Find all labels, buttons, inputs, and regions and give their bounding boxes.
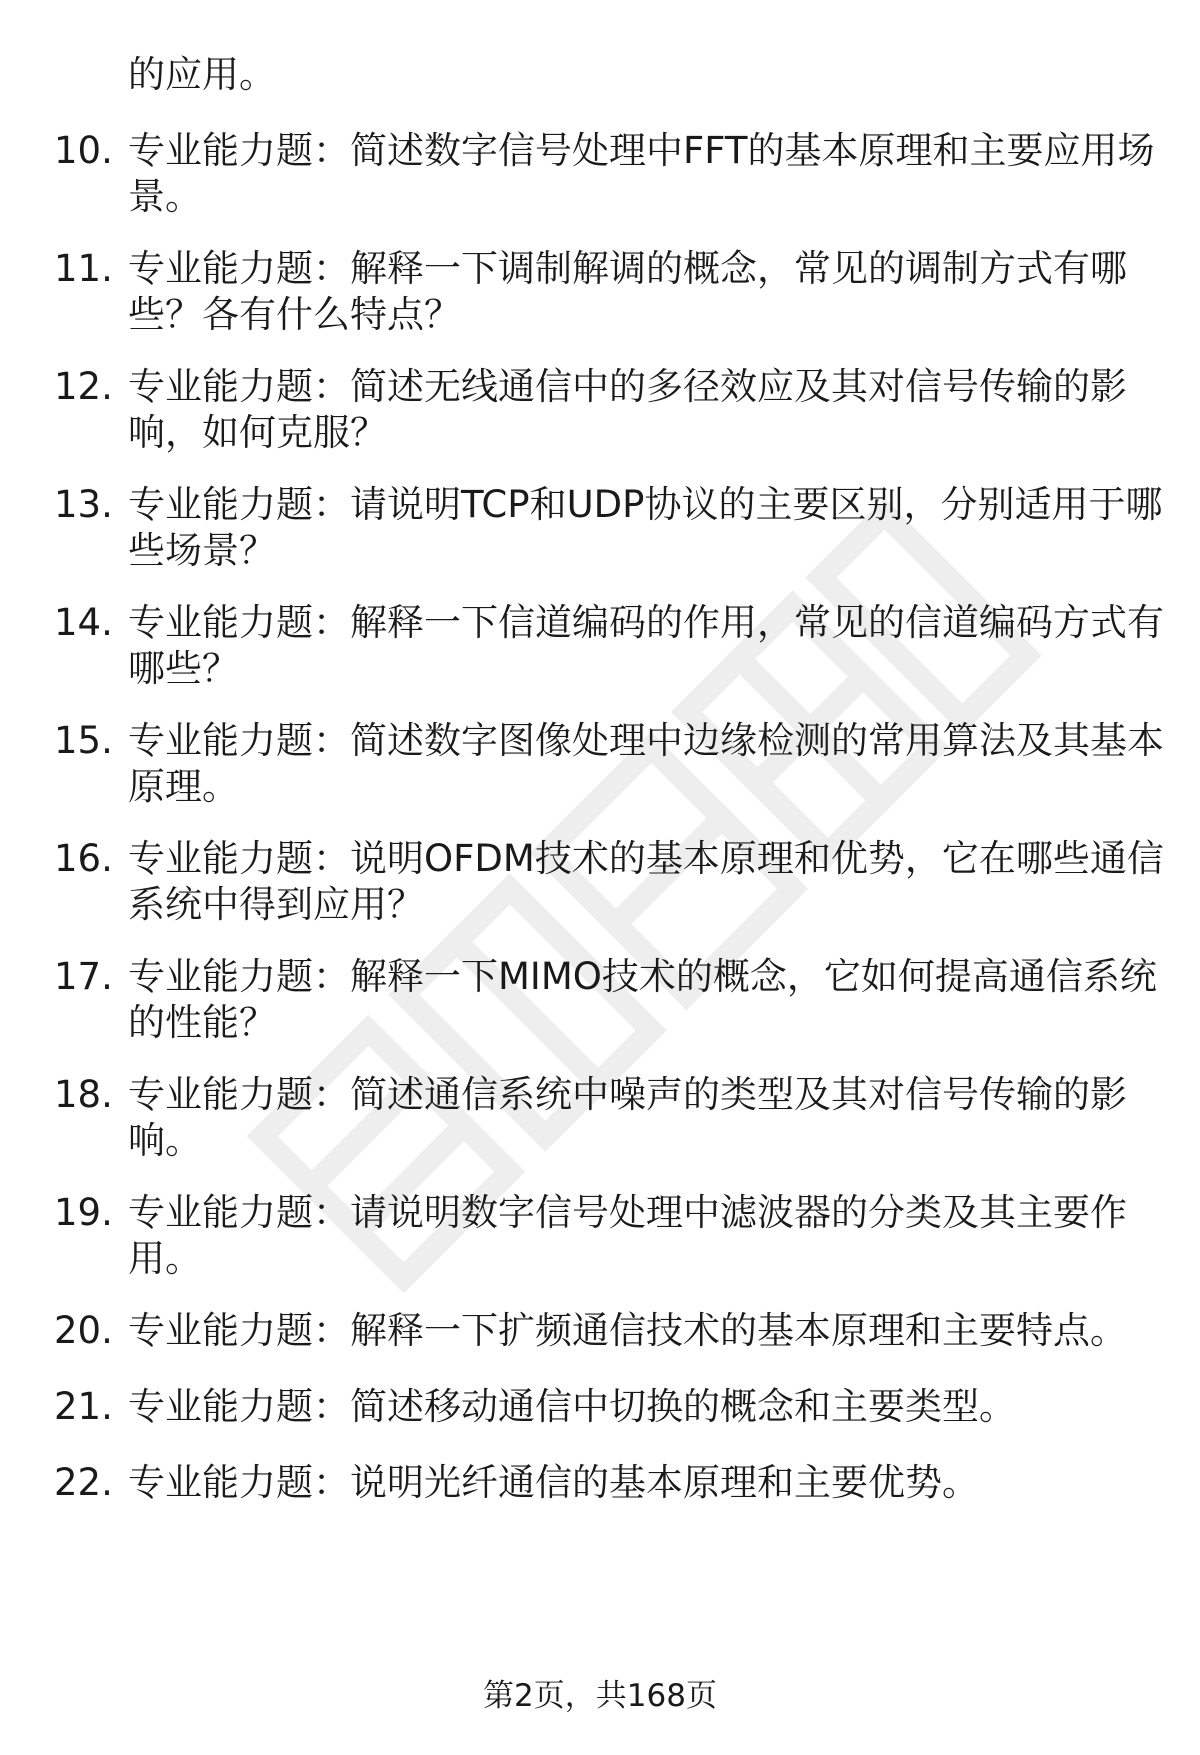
question-text-line: 专业能力题：请说明数字信号处理中滤波器的分类及其主要作 [128, 1191, 1127, 1234]
question-text-line: 专业能力题：解释一下MIMO技术的概念，它如何提高通信系统 [128, 955, 1157, 998]
question-number: 18. [54, 1073, 113, 1116]
question-number: 10. [54, 129, 113, 172]
question-text-line: 的性能？ [128, 1001, 276, 1044]
question-number: 21. [54, 1385, 113, 1428]
question-text-line: 专业能力题：简述移动通信中切换的概念和主要类型。 [128, 1385, 1016, 1428]
question-text-line: 用。 [128, 1237, 202, 1280]
question-number: 17. [54, 955, 113, 998]
question-number: 20. [54, 1309, 113, 1352]
question-text-line: 响。 [128, 1119, 202, 1162]
question-number: 22. [54, 1461, 113, 1504]
question-text-line: 专业能力题：解释一下信道编码的作用，常见的信道编码方式有 [128, 601, 1164, 644]
continuation-text: 的应用。 [128, 53, 276, 96]
question-text-line: 专业能力题：简述无线通信中的多径效应及其对信号传输的影 [128, 365, 1127, 408]
page-footer: 第2页，共168页 [483, 1678, 717, 1714]
question-text-line: 景。 [128, 175, 202, 218]
question-text-line: 响，如何克服？ [128, 411, 387, 454]
question-text-line: 专业能力题：请说明TCP和UDP协议的主要区别，分别适用于哪 [128, 483, 1163, 526]
question-text-line: 专业能力题：说明OFDM技术的基本原理和优势，它在哪些通信 [128, 837, 1164, 880]
question-text-line: 些场景？ [128, 529, 276, 572]
question-number: 12. [54, 365, 113, 408]
question-number: 13. [54, 483, 113, 526]
question-text-line: 原理。 [128, 765, 239, 808]
question-text-line: 系统中得到应用？ [128, 883, 424, 926]
question-number: 14. [54, 601, 113, 644]
question-number: 19. [54, 1191, 113, 1234]
question-text-line: 专业能力题：说明光纤通信的基本原理和主要优势。 [128, 1461, 979, 1504]
question-text-line: 专业能力题：简述数字信号处理中FFT的基本原理和主要应用场 [128, 129, 1155, 172]
question-text-line: 专业能力题：简述数字图像处理中边缘检测的常用算法及其基本 [128, 719, 1164, 762]
question-text-line: 哪些？ [128, 647, 239, 690]
question-number: 16. [54, 837, 113, 880]
question-text-line: 专业能力题：简述通信系统中噪声的类型及其对信号传输的影 [128, 1073, 1127, 1116]
question-number: 11. [54, 247, 113, 290]
question-number: 15. [54, 719, 113, 762]
question-text-line: 些？各有什么特点？ [128, 293, 461, 336]
question-text-line: 专业能力题：解释一下调制解调的概念，常见的调制方式有哪 [128, 247, 1127, 290]
question-text-line: 专业能力题：解释一下扩频通信技术的基本原理和主要特点。 [128, 1309, 1127, 1352]
